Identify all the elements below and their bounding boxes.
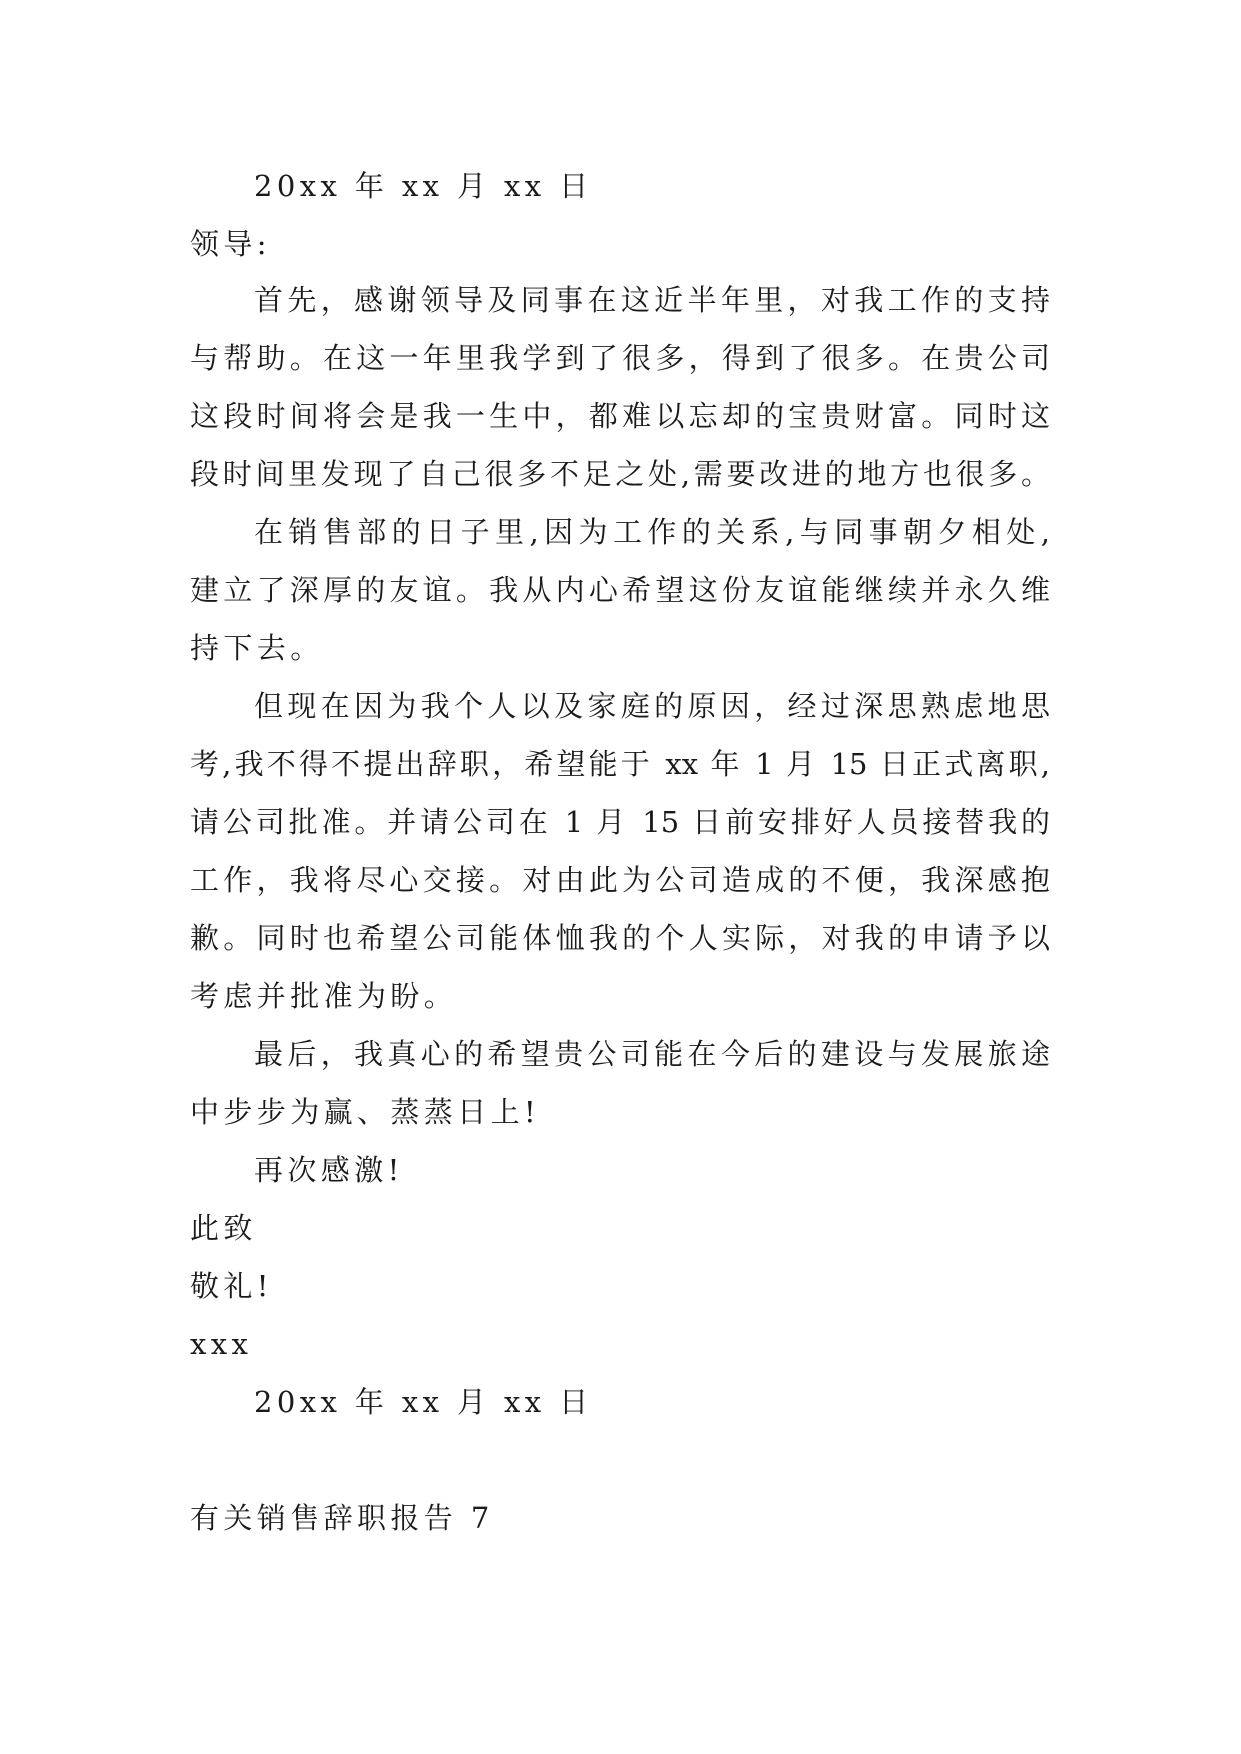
paragraph-4-line-1: 最后，我真心的希望贵公司能在今后的建设与发展旅途 [254,1037,1050,1071]
paragraph-1-line-3: 这段时间将会是我一生中，都难以忘却的宝贵财富。同时这 [190,399,1050,433]
thanks-line: 再次感激! [254,1153,404,1187]
paragraph-2-line-2: 建立了深厚的友谊。我从内心希望这份友谊能继续并永久维 [190,573,1050,607]
paragraph-4-line-2: 中步步为赢、蒸蒸日上! [190,1095,541,1129]
next-section-heading: 有关销售辞职报告 7 [190,1501,494,1535]
paragraph-3-line-5: 歉。同时也希望公司能体恤我的个人实际，对我的申请予以 [190,921,1050,955]
paragraph-3-line-3: 请公司批准。并请公司在 1 月 15 日前安排好人员接替我的 [190,805,1050,839]
signature: xxx [190,1327,253,1361]
paragraph-1-line-1: 首先，感谢领导及同事在这近半年里，对我工作的支持 [254,283,1050,317]
salutation: 领导: [190,227,271,261]
paragraph-3-line-1: 但现在因为我个人以及家庭的原因，经过深思熟虑地思 [254,689,1050,723]
paragraph-3-line-6: 考虑并批准为盼。 [190,979,458,1013]
paragraph-1-line-2: 与帮助。在这一年里我学到了很多，得到了很多。在贵公司 [190,341,1050,375]
paragraph-1-line-4: 段时间里发现了自己很多不足之处,需要改进的地方也很多。 [190,457,1050,491]
paragraph-3-line-2: 考,我不得不提出辞职，希望能于 xx 年 1 月 15 日正式离职, [190,747,1050,781]
closing-line-2: 敬礼! [190,1269,273,1303]
paragraph-2-line-3: 持下去。 [190,631,324,665]
paragraph-2-line-1: 在销售部的日子里,因为工作的关系,与同事朝夕相处, [254,515,1050,549]
date-top: 20xx 年 xx 月 xx 日 [254,169,593,203]
closing-line-1: 此致 [190,1211,257,1245]
date-bottom: 20xx 年 xx 月 xx 日 [254,1385,593,1419]
paragraph-3-line-4: 工作，我将尽心交接。对由此为公司造成的不便，我深感抱 [190,863,1050,897]
